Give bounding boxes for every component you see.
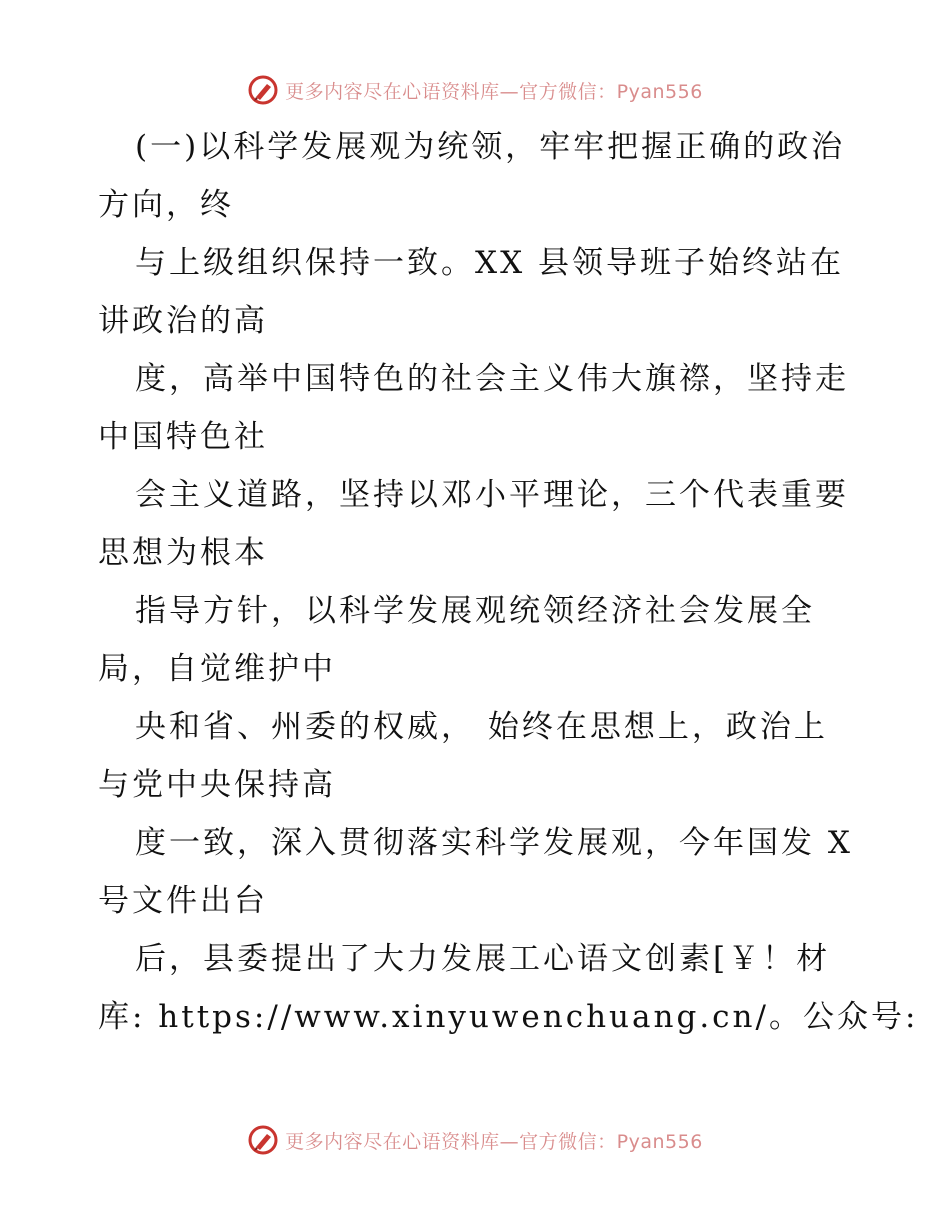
pen-circle-logo-icon <box>247 1124 279 1156</box>
text-line: 库: https://www.xinyuwenchuang.cn/。公众号: <box>98 999 919 1035</box>
pen-circle-logo-icon <box>247 74 279 106</box>
text-line: 央和省、州委的权威， 始终在思想上，政治上 <box>135 709 828 745</box>
text-line: 后，县委提出了大力发展工心语文创素[￥！材 <box>135 941 831 977</box>
text-line: 与党中央保持高 <box>98 767 336 803</box>
header-banner-text: 更多内容尽在心语资料库—官方微信：Pyan556 <box>285 80 703 103</box>
header-banner <box>0 70 950 110</box>
text-line: 度，高举中国特色的社会主义伟大旗䄞，坚持走 <box>135 361 849 397</box>
text-line: 中国特色社 <box>98 419 268 455</box>
text-line: 思想为根本 <box>98 535 268 571</box>
text-line: (一)以科学发展观为统领，牢牢把握正确的政治 <box>135 129 846 165</box>
footer-banner-text: 更多内容尽在心语资料库—官方微信：Pyan556 <box>285 1130 703 1153</box>
text-line: 方向，终 <box>98 187 234 223</box>
text-line: 会主义道路，坚持以邓小平理论，三个代表重要 <box>135 477 849 513</box>
text-line: 讲政治的高 <box>98 303 268 339</box>
text-line: 度一致，深入贯彻落实科学发展观，今年国发 X <box>135 825 853 861</box>
text-line: 号文件出台 <box>98 883 268 919</box>
document-body <box>98 118 919 1046</box>
text-line: 局，自觉维护中 <box>98 651 336 687</box>
text-line: 与上级组织保持一致。XX 县领导班子始终站在 <box>135 245 844 281</box>
footer-banner <box>0 1120 950 1160</box>
text-line: 指导方针，以科学发展观统领经济社会发展全 <box>135 593 815 629</box>
